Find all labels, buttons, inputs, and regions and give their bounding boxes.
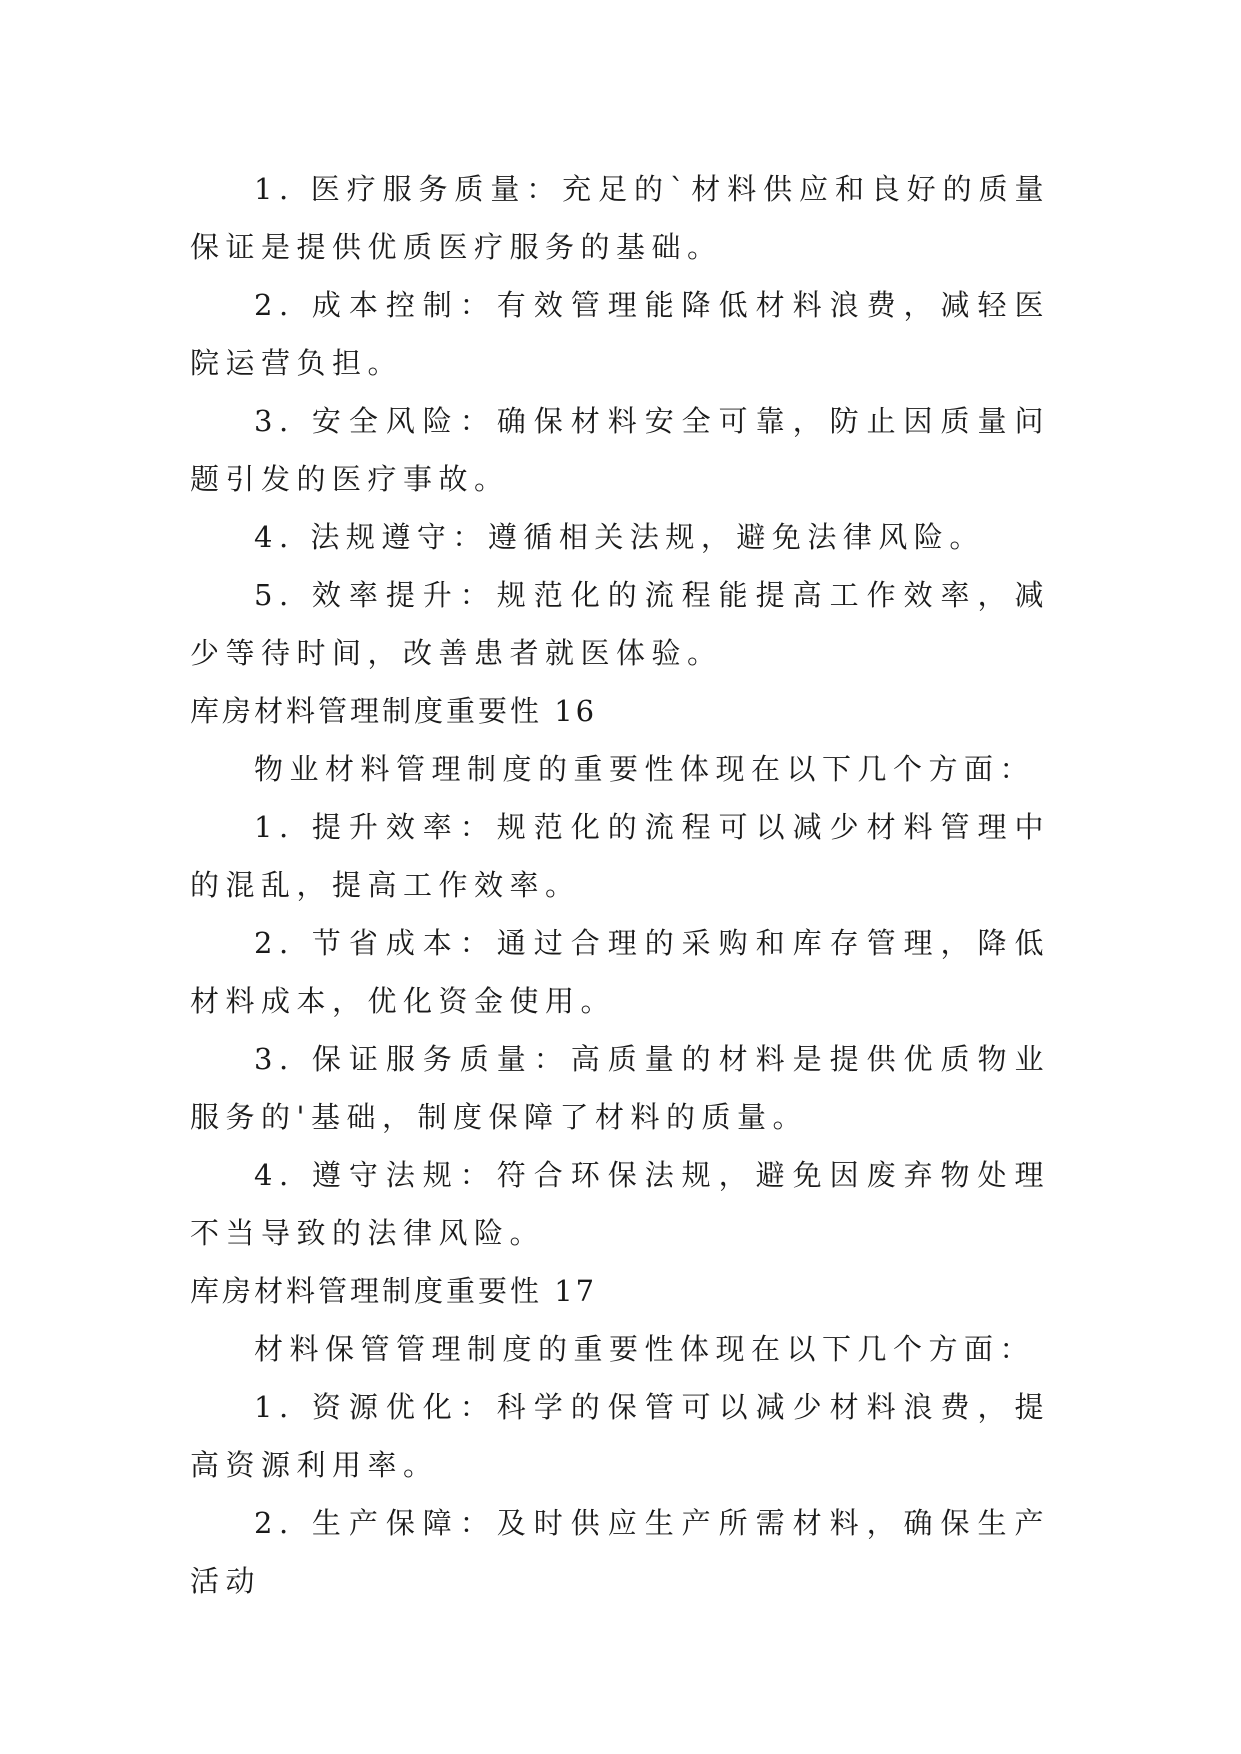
paragraph-storage-intro: 材料保管管理制度的重要性体现在以下几个方面： bbox=[254, 1332, 1036, 1366]
paragraph-resource-optimization: 1. 资源优化：科学的保管可以减少材料浪费，提高资源利用率。 bbox=[190, 1390, 1050, 1482]
paragraph-comply-regulations: 4. 遵守法规：符合环保法规，避免因废弃物处理不当导致的法律风险。 bbox=[190, 1158, 1050, 1250]
paragraph-regulation-compliance: 4. 法规遵守：遵循相关法规，避免法律风险。 bbox=[254, 520, 985, 554]
paragraph-production-guarantee: 2. 生产保障：及时供应生产所需材料，确保生产活动 bbox=[190, 1506, 1050, 1598]
paragraph-efficiency: 5. 效率提升：规范化的流程能提高工作效率，减少等待时间，改善患者就医体验。 bbox=[190, 578, 1050, 670]
paragraph-improve-efficiency: 1. 提升效率：规范化的流程可以减少材料管理中的混乱，提高工作效率。 bbox=[190, 810, 1050, 902]
paragraph-cost-control: 2. 成本控制：有效管理能降低材料浪费，减轻医院运营负担。 bbox=[190, 288, 1050, 380]
section-heading-16: 库房材料管理制度重要性 16 bbox=[190, 694, 598, 728]
document-body bbox=[190, 160, 1050, 1610]
paragraph-service-quality: 3. 保证服务质量：高质量的材料是提供优质物业服务的'基础，制度保障了材料的质量。 bbox=[190, 1042, 1050, 1134]
section-heading-17: 库房材料管理制度重要性 17 bbox=[190, 1274, 598, 1308]
paragraph-save-cost: 2. 节省成本：通过合理的采购和库存管理，降低材料成本，优化资金使用。 bbox=[190, 926, 1050, 1018]
paragraph-property-intro: 物业材料管理制度的重要性体现在以下几个方面： bbox=[254, 752, 1036, 786]
paragraph-medical-quality: 1. 医疗服务质量：充足的`材料供应和良好的质量保证是提供优质医疗服务的基础。 bbox=[190, 172, 1050, 264]
paragraph-safety-risk: 3. 安全风险：确保材料安全可靠，防止因质量问题引发的医疗事故。 bbox=[190, 404, 1050, 496]
